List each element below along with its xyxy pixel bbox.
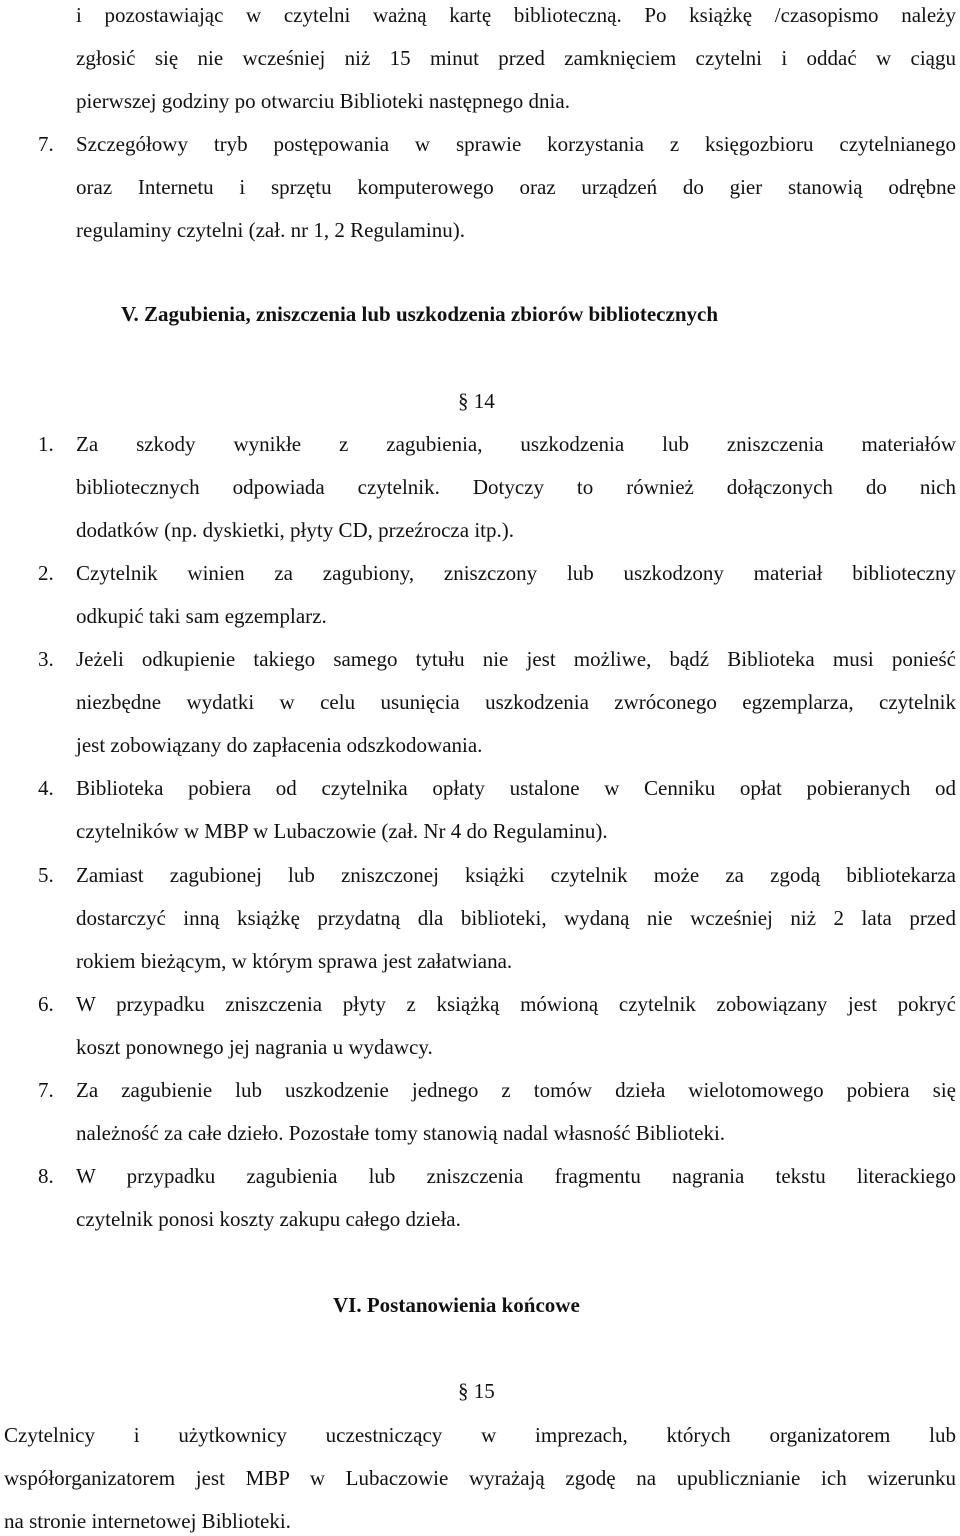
- list-item-number: 7.: [38, 1078, 54, 1102]
- list-item-line: bibliotecznych odpowiada czytelnik. Dotyczy to również dołączonych do nich: [76, 475, 956, 499]
- body-line: Czytelnicy i użytkownicy uczestniczący w imprezach, których organizatorem lub: [4, 1423, 956, 1447]
- body-line: na stronie internetowej Biblioteki.: [4, 1509, 291, 1533]
- list-item-line: odkupić taki sam egzemplarz.: [76, 604, 327, 628]
- list-item-number: 6.: [38, 992, 54, 1016]
- continuation-line: zgłosić się nie wcześniej niż 15 minut przed zamknięciem czytelni i oddać w ciągu: [76, 46, 956, 70]
- list-item-line: W przypadku zniszczenia płyty z książką mówioną czytelnik zobowiązany jest pokryć: [76, 992, 956, 1016]
- list-item-line: Za szkody wynikłe z zagubienia, uszkodzenia lub zniszczenia materiałów: [76, 432, 956, 456]
- section-heading: V. Zagubienia, zniszczenia lub uszkodzenia zbiorów bibliotecznych: [121, 302, 718, 326]
- continuation-line: pierwszej godziny po otwarciu Biblioteki następnego dnia.: [76, 89, 570, 113]
- list-item-line: Biblioteka pobiera od czytelnika opłaty ustalone w Cenniku opłat pobieranych od: [76, 776, 956, 800]
- paragraph-number: § 14: [458, 389, 495, 413]
- list-item-line: Za zagubienie lub uszkodzenie jednego z tomów dzieła wielotomowego pobiera się: [76, 1078, 956, 1102]
- list-item-line: W przypadku zagubienia lub zniszczenia fragmentu nagrania tekstu literackiego: [76, 1164, 956, 1188]
- list-item-number: 2.: [38, 561, 54, 585]
- list-item-line: Czytelnik winien za zagubiony, zniszczony lub uszkodzony materiał biblioteczny: [76, 561, 956, 585]
- list-item-line: niezbędne wydatki w celu usunięcia uszkodzenia zwróconego egzemplarza, czytelnik: [76, 690, 956, 714]
- list-item-line: koszt ponownego jej nagrania u wydawcy.: [76, 1035, 433, 1059]
- section-heading: VI. Postanowienia końcowe: [333, 1293, 580, 1317]
- list-item-number: 7.: [38, 132, 54, 156]
- list-item-number: 5.: [38, 863, 54, 887]
- list-item-number: 1.: [38, 432, 54, 456]
- list-item-number: 8.: [38, 1164, 54, 1188]
- list-item-number: 3.: [38, 647, 54, 671]
- list-item-line: czytelników w MBP w Lubaczowie (zał. Nr 4 do Regulaminu).: [76, 819, 608, 843]
- body-line: współorganizatorem jest MBP w Lubaczowie wyrażają zgodę na upublicznianie ich wizerunku: [4, 1466, 956, 1490]
- list-item-line: rokiem bieżącym, w którym sprawa jest załatwiana.: [76, 949, 513, 973]
- list-item-line: regulaminy czytelni (zał. nr 1, 2 Regulaminu).: [76, 218, 465, 242]
- list-item-line: Jeżeli odkupienie takiego samego tytułu nie jest możliwe, bądź Biblioteka musi ponieść: [76, 647, 956, 671]
- list-item-line: dodatków (np. dyskietki, płyty CD, przeźrocza itp.).: [76, 518, 514, 542]
- list-item-number: 4.: [38, 776, 54, 800]
- continuation-line: i pozostawiając w czytelni ważną kartę biblioteczną. Po książkę /czasopismo należy: [76, 3, 956, 27]
- list-item-line: dostarczyć inną książkę przydatną dla biblioteki, wydaną nie wcześniej niż 2 lata przed: [76, 906, 956, 930]
- list-item-line: czytelnik ponosi koszty zakupu całego dzieła.: [76, 1207, 461, 1231]
- list-item-line: jest zobowiązany do zapłacenia odszkodowania.: [76, 733, 483, 757]
- list-item-line: oraz Internetu i sprzętu komputerowego oraz urządzeń do gier stanowią odrębne: [76, 175, 956, 199]
- list-item-line: należność za całe dzieło. Pozostałe tomy stanowią nadal własność Biblioteki.: [76, 1121, 726, 1145]
- list-item-line: Szczegółowy tryb postępowania w sprawie korzystania z księgozbioru czytelnianego: [76, 132, 956, 156]
- paragraph-number: § 15: [458, 1379, 495, 1403]
- list-item-line: Zamiast zagubionej lub zniszczonej książki czytelnik może za zgodą bibliotekarza: [76, 863, 956, 887]
